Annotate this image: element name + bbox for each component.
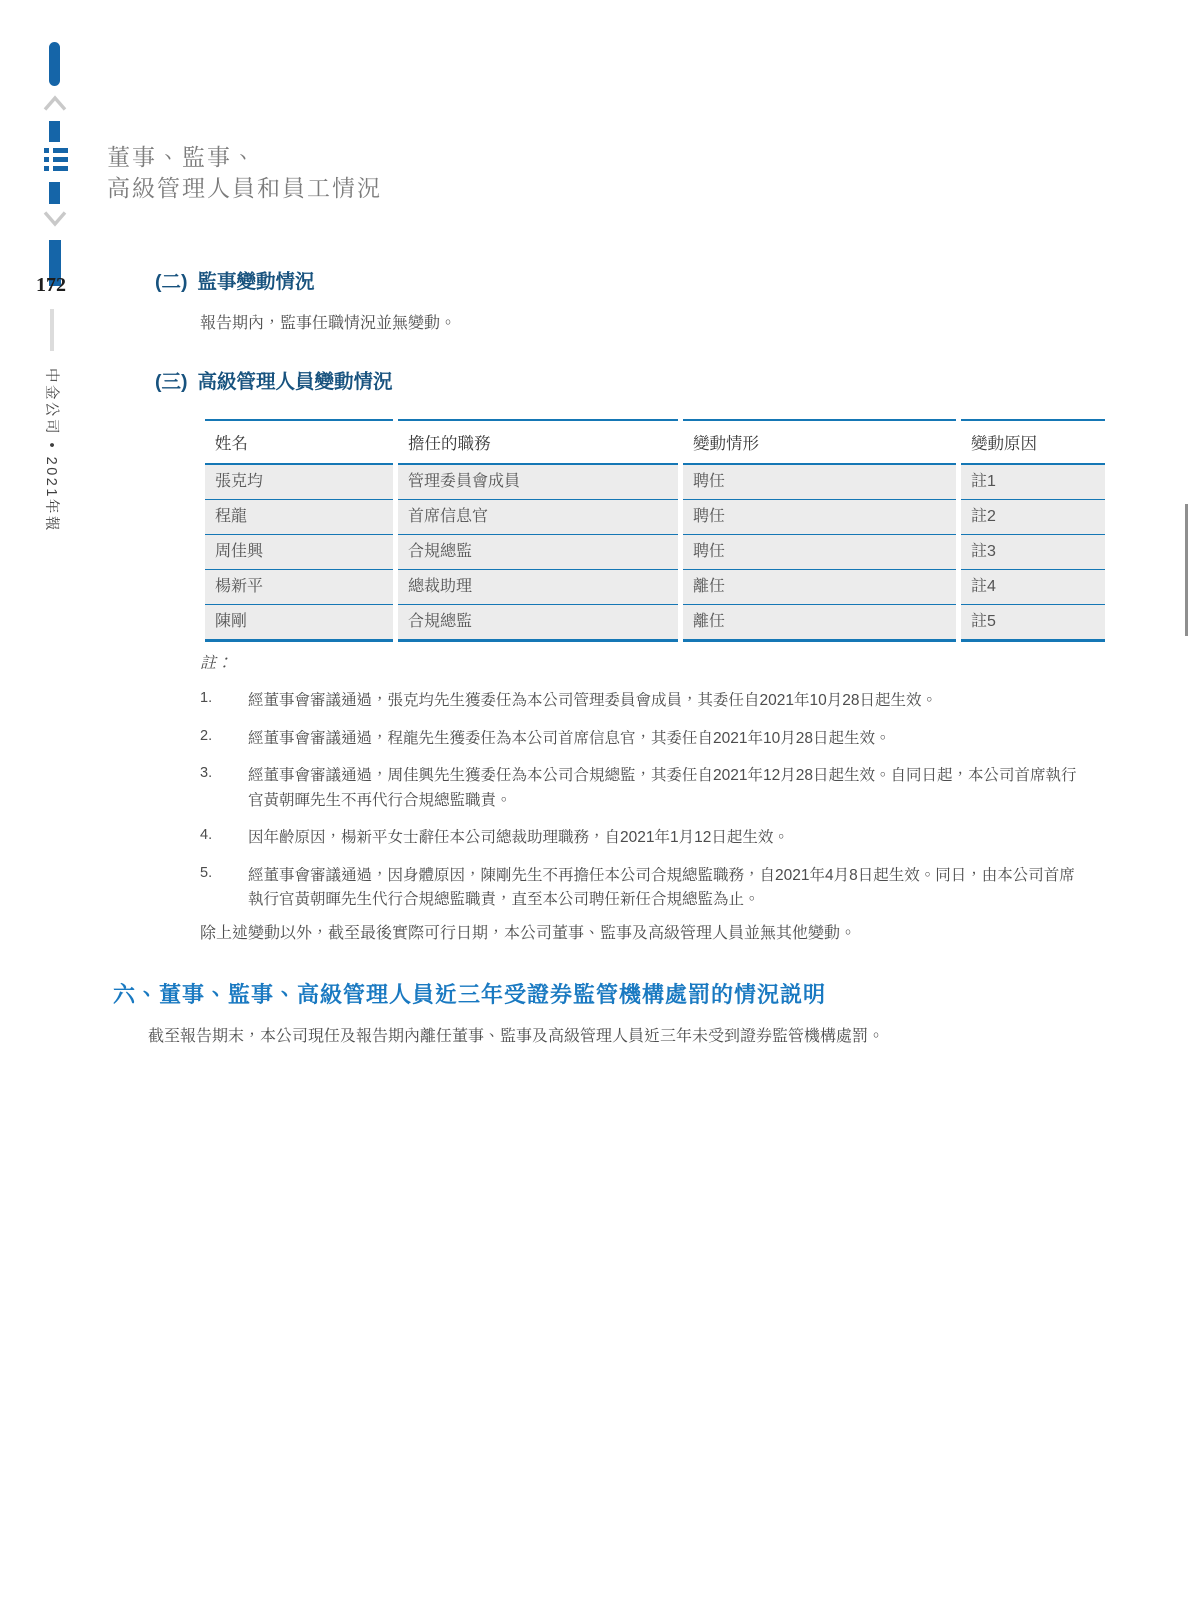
paragraph-regulatory-penalties: 截至報告期末，本公司現任及報告期內離任董事、監事及高級管理人員近三年未受到證券監管機構處罰。 — [148, 1028, 885, 1045]
note-number: 2. — [200, 727, 213, 744]
note-item — [200, 826, 1088, 851]
cell-change: 離任 — [683, 570, 956, 605]
cell-change: 聘任 — [683, 500, 956, 535]
management-change-table — [205, 419, 1105, 642]
section-heading-regulatory-penalties: 六、董事、監事、高級管理人員近三年受證券監管機構處罰的情況説明 — [113, 982, 827, 1007]
rail-divider — [50, 309, 54, 351]
cell-position: 合規總監 — [398, 605, 678, 642]
chevron-down-icon[interactable] — [43, 210, 67, 227]
note-item — [200, 764, 1088, 813]
section-title: 高級管理人員變動情況 — [197, 371, 393, 393]
cell-position: 首席信息官 — [398, 500, 678, 535]
note-number: 3. — [200, 765, 213, 781]
toc-list-icon[interactable] — [44, 148, 68, 171]
note-item — [200, 864, 1088, 913]
page-edge-mark — [1185, 504, 1188, 636]
cell-change: 聘任 — [683, 535, 956, 570]
note-text: 經董事會審議通過，因身體原因，陳剛先生不再擔任本公司合規總監職務，自2021年4月8日起生效。同日，由本公司首席執行官黃朝暉先生代行合規總監職責，直至本公司聘任新任合規總監為止。 — [248, 866, 1075, 908]
section-label: (二) — [155, 271, 188, 293]
side-label: 中金公司 • 2021年報 — [43, 368, 59, 533]
cell-name: 楊新平 — [205, 570, 393, 605]
paragraph-supervisor-changes: 報告期內，監事任職情況並無變動。 — [200, 315, 457, 332]
note-text: 因年齡原因，楊新平女士辭任本公司總裁助理職務，自2021年1月12日起生效。 — [248, 829, 789, 846]
section-heading-senior-management-changes — [155, 366, 393, 394]
notes-label: 註： — [200, 655, 233, 672]
note-number: 5. — [200, 864, 213, 881]
note-text: 經董事會審議通過，張克均先生獲委任為本公司管理委員會成員，其委任自2021年10月28日起生效。 — [248, 692, 937, 709]
page-number: 172 — [36, 274, 66, 296]
chapter-title-line1: 董事、監事、 — [107, 145, 257, 170]
rail-square-marker-top — [49, 121, 60, 142]
cell-reason: 註2 — [961, 500, 1105, 535]
cell-position: 管理委員會成員 — [398, 465, 678, 500]
column-header-name: 姓名 — [205, 419, 393, 465]
chevron-up-icon[interactable] — [43, 95, 67, 112]
rail-square-marker-bottom — [49, 182, 60, 204]
cell-name: 程龍 — [205, 500, 393, 535]
cell-position: 合規總監 — [398, 535, 678, 570]
cell-position: 總裁助理 — [398, 570, 678, 605]
note-item — [200, 727, 1088, 752]
toc-line — [44, 166, 68, 171]
cell-change: 聘任 — [683, 465, 956, 500]
cell-reason: 註4 — [961, 570, 1105, 605]
section-heading-supervisor-changes — [155, 266, 315, 294]
column-header-change: 變動情形 — [683, 419, 956, 465]
chapter-title — [107, 142, 382, 204]
cell-name: 陳剛 — [205, 605, 393, 642]
section-label: (三) — [155, 371, 188, 393]
toc-line — [44, 157, 68, 162]
column-header-reason: 變動原因 — [961, 419, 1105, 465]
notes-section — [200, 650, 1088, 926]
note-number: 1. — [200, 690, 213, 706]
paragraph-no-other-changes: 除上述變動以外，截至最後實際可行日期，本公司董事、監事及高級管理人員並無其他變動。 — [200, 925, 857, 942]
chapter-title-line2: 高級管理人員和員工情況 — [107, 176, 382, 201]
cell-reason: 註5 — [961, 605, 1105, 642]
note-text: 經董事會審議通過，程龍先生獲委任為本公司首席信息官，其委任自2021年10月28日起生效。 — [248, 729, 891, 747]
cell-reason: 註1 — [961, 465, 1105, 500]
note-item — [200, 689, 1088, 714]
column-header-position: 擔任的職務 — [398, 419, 678, 465]
toc-line — [44, 148, 68, 153]
cell-reason: 註3 — [961, 535, 1105, 570]
rail-pill-marker — [49, 42, 60, 86]
note-text: 經董事會審議通過，周佳興先生獲委任為本公司合規總監，其委任自2021年12月28日起生效。自同日起，本公司首席執行官黃朝暉先生不再代行合規總監職責。 — [248, 767, 1077, 809]
note-number: 4. — [200, 827, 213, 843]
cell-name: 張克均 — [205, 465, 393, 500]
cell-change: 離任 — [683, 605, 956, 642]
cell-name: 周佳興 — [205, 535, 393, 570]
section-title: 監事變動情況 — [197, 271, 315, 293]
